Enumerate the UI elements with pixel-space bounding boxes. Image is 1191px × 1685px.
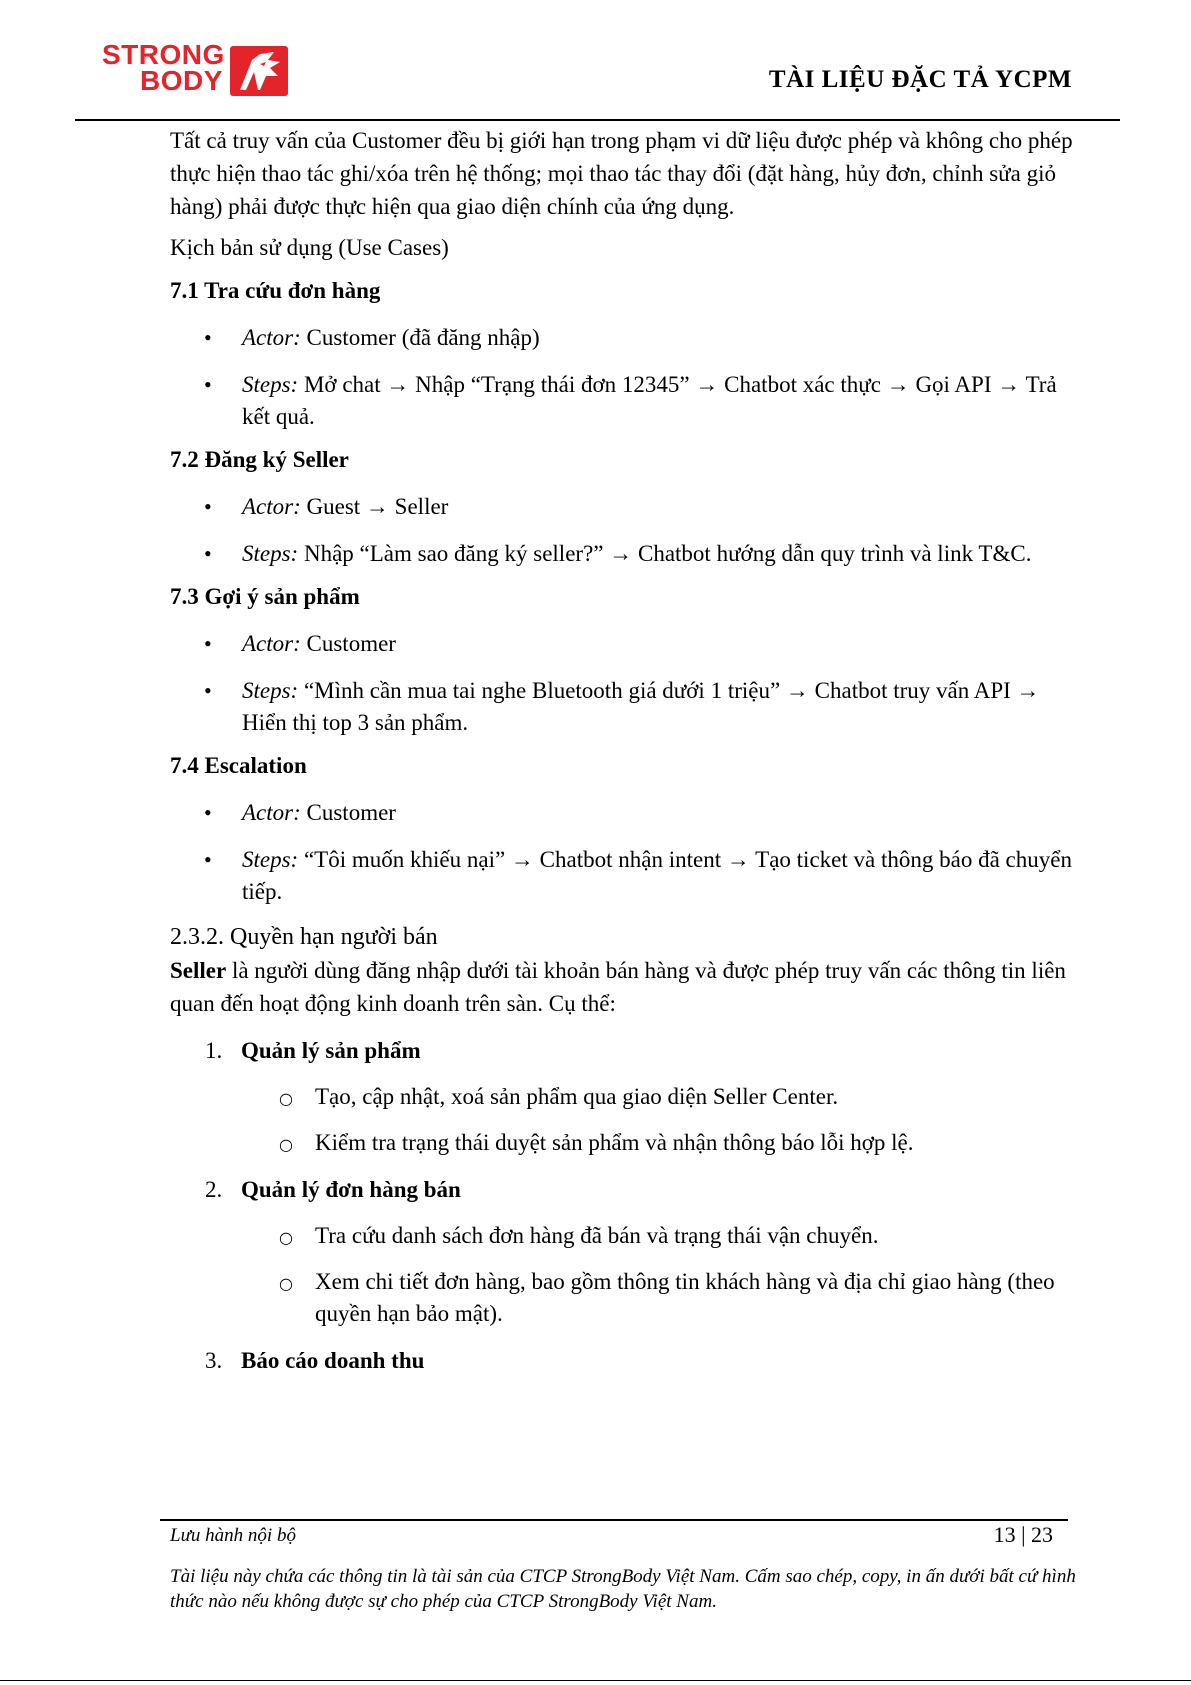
sub-list [170,1220,1075,1330]
page-bottom-edge [0,1680,1191,1681]
footer-divider [160,1519,1068,1521]
item-title: Quản lý đơn hàng bán [241,1177,461,1202]
bullet-icon: • [204,800,212,825]
sub-item-text: Tra cứu danh sách đơn hàng đã bán và trạng thái vận chuyển. [315,1223,879,1248]
seller-intro [170,954,1075,1020]
sub-item [170,1220,1075,1252]
page-number: 13 | 23 [993,1522,1053,1547]
actor-value: Customer (đã đăng nhập) [300,325,540,350]
logo-line-2: BODY [140,65,223,96]
section-title: 7.2 Đăng ký Seller [170,447,349,472]
circle-bullet-icon: ○ [279,1089,293,1108]
logo-line-1: STRONG [102,39,225,70]
steps-value: “Mình cần mua tai nghe Bluetooth giá dưới 1 triệu” → Chatbot truy vấn API → Hiển thị top 3 sản phẩm. [242,678,1040,735]
steps-label: Steps: [242,541,299,566]
circle-bullet-icon: ○ [279,1228,293,1247]
actor-value: Customer [300,631,396,656]
use-cases-title: Kịch bản sử dụng (Use Cases) [170,235,449,260]
section-bullets [170,491,1075,570]
item-number: 3. [205,1348,223,1373]
confidentiality-note: Tài liệu này chứa các thông tin là tài sản của CTCP StrongBody Việt Nam. Cấm sao chép, copy, in ấn dưới bất cứ hình thức nào nếu không được sự cho phép của CTCP StrongBody Việt Nam. [170,1566,1076,1612]
item-title: Quản lý sản phẩm [241,1038,421,1063]
section-bullets [170,797,1075,908]
actor-item [170,322,1075,354]
actor-item [170,628,1075,660]
circle-bullet-icon: ○ [279,1135,293,1154]
steps-item [170,538,1075,570]
actor-label: Actor: [242,325,301,350]
sub-item-text: Tạo, cập nhật, xoá sản phẩm qua giao diện Seller Center. [315,1084,839,1109]
numbered-item [170,1344,1075,1377]
sub-list [170,1081,1075,1159]
section-title: 7.1 Tra cứu đơn hàng [170,278,381,303]
actor-item [170,797,1075,829]
bullet-icon: • [204,847,212,872]
item-title: Báo cáo doanh thu [241,1348,425,1373]
seller-bold: Seller [170,958,227,983]
actor-item [170,491,1075,523]
steps-label: Steps: [242,847,299,872]
sub-item [170,1081,1075,1113]
sub-item-text: Kiểm tra trạng thái duyệt sản phẩm và nhận thông báo lỗi hợp lệ. [315,1130,914,1155]
steps-value: Mở chat → Nhập “Trạng thái đơn 12345” → Chatbot xác thực → Gọi API → Trả kết quả. [242,372,1057,429]
actor-label: Actor: [242,800,301,825]
bullet-icon: • [204,631,212,656]
seller-intro-text: là người dùng đăng nhập dưới tài khoản bán hàng và được phép truy vấn các thông tin liên quan đến hoạt động kinh doanh trên sàn. Cụ thể: [170,958,1066,1016]
actor-label: Actor: [242,631,301,656]
page-content [170,124,1075,1377]
steps-value: “Tôi muốn khiếu nại” → Chatbot nhận intent → Tạo ticket và thông báo đã chuyển tiếp. [242,847,1072,904]
intro-paragraph: Tất cả truy vấn của Customer đều bị giới hạn trong phạm vi dữ liệu được phép và không cho phép thực hiện thao tác ghi/xóa trên hệ thống; mọi thao tác thay đổi (đặt hàng, hủy đơn, chỉnh sửa giỏ hàng) phải được thực hiện qua giao diện chính của ứng dụng. [170,128,1073,219]
steps-item [170,844,1075,908]
section-title: 7.4 Escalation [170,753,307,778]
section-title: 7.3 Gợi ý sản phẩm [170,584,360,609]
sub-item [170,1127,1075,1159]
actor-label: Actor: [242,494,301,519]
item-number: 2. [205,1177,223,1202]
sub-item-text: Xem chi tiết đơn hàng, bao gồm thông tin khách hàng và địa chỉ giao hàng (theo quyền hạn bảo mật). [315,1269,1055,1326]
sub-item [170,1266,1075,1330]
numbered-item [170,1034,1075,1159]
actor-value: Customer [300,800,396,825]
steps-label: Steps: [242,678,299,703]
company-logo [102,39,292,98]
steps-item [170,675,1075,739]
bullet-icon: • [204,494,212,519]
document-title: TÀI LIỆU ĐẶC TẢ YCPM [768,66,1072,93]
numbered-item [170,1173,1075,1330]
bullet-icon: • [204,372,212,397]
steps-item [170,369,1075,433]
seller-permissions-heading: 2.3.2. Quyền hạn người bán [170,924,438,950]
bullet-icon: • [204,678,212,703]
steps-label: Steps: [242,372,299,397]
steps-value: Nhập “Làm sao đăng ký seller?” → Chatbot hướng dẫn quy trình và link T&C. [298,541,1032,566]
footer-circulation: Lưu hành nội bộ [170,1525,296,1546]
lion-mark-icon [230,46,288,96]
header-divider [75,119,1120,121]
seller-permissions-list [170,1034,1075,1377]
circle-bullet-icon: ○ [279,1274,293,1293]
section-bullets [170,628,1075,739]
section-bullets [170,322,1075,433]
item-number: 1. [205,1038,223,1063]
bullet-icon: • [204,541,212,566]
bullet-icon: • [204,325,212,350]
actor-value: Guest → Seller [300,494,449,519]
